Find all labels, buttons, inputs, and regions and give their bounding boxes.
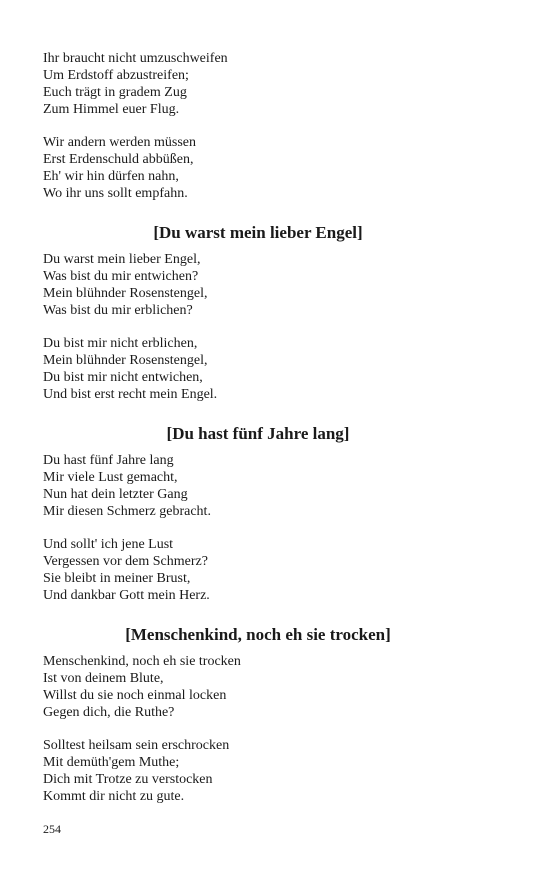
page-number: 254 [43,822,61,836]
verse-line: Und bist erst recht mein Engel. [43,387,218,402]
verse-line: Eh' wir hin dürfen nahn, [43,169,179,184]
poem-du-warst-mein-lieber-engel [43,222,513,403]
poem-menschenkind [43,624,513,805]
stanza [43,452,513,520]
poem-title: [Menschenkind, noch eh sie trocken] [125,625,391,644]
verse-line: Nun hat dein letzter Gang [43,487,188,502]
stanza [43,536,513,604]
verse-line: Ist von deinem Blute, [43,671,164,686]
verse-line: Und sollt' ich jene Lust [43,537,174,552]
stanza [43,50,513,118]
verse-line: Mit demüth'gem Muthe; [43,755,180,770]
verse-line: Euch trägt in gradem Zug [43,85,187,100]
verse-line: Dich mit Trotze zu verstocken [43,772,213,787]
stanza [43,134,513,202]
verse-line: Um Erdstoff abzustreifen; [43,68,189,83]
stanza [43,251,513,319]
stanza [43,335,513,403]
verse-line: Was bist du mir erblichen? [43,303,193,318]
verse-line: Mir viele Lust gemacht, [43,470,178,485]
verse-line: Menschenkind, noch eh sie trocken [43,654,241,669]
verse-line: Du hast fünf Jahre lang [43,453,174,468]
verse-line: Du warst mein lieber Engel, [43,252,201,267]
stanza [43,653,513,721]
verse-line: Was bist du mir entwichen? [43,269,199,284]
poem-title: [Du hast fünf Jahre lang] [166,424,350,443]
verse-line: Gegen dich, die Ruthe? [43,705,175,720]
verse-line: Vergessen vor dem Schmerz? [43,554,208,569]
stanza [43,737,513,805]
verse-line: Solltest heilsam sein erschrocken [43,738,230,753]
page-content [43,50,513,825]
poem-du-hast-fuenf-jahre-lang [43,423,513,604]
verse-line: Mir diesen Schmerz gebracht. [43,504,211,519]
poem-continuation [43,50,513,202]
verse-line: Wir andern werden müssen [43,135,196,150]
verse-line: Erst Erdenschuld abbüßen, [43,152,194,167]
verse-line: Zum Himmel euer Flug. [43,102,180,117]
verse-line: Kommt dir nicht zu gute. [43,789,185,804]
verse-line: Sie bleibt in meiner Brust, [43,571,191,586]
verse-line: Und dankbar Gott mein Herz. [43,588,210,603]
verse-line: Mein blühnder Rosenstengel, [43,353,208,368]
verse-line: Ihr braucht nicht umzuschweifen [43,51,228,66]
verse-line: Du bist mir nicht entwichen, [43,370,203,385]
verse-line: Du bist mir nicht erblichen, [43,336,198,351]
verse-line: Mein blühnder Rosenstengel, [43,286,208,301]
poem-title: [Du warst mein lieber Engel] [153,223,363,242]
verse-line: Willst du sie noch einmal locken [43,688,227,703]
verse-line: Wo ihr uns sollt empfahn. [43,186,188,201]
